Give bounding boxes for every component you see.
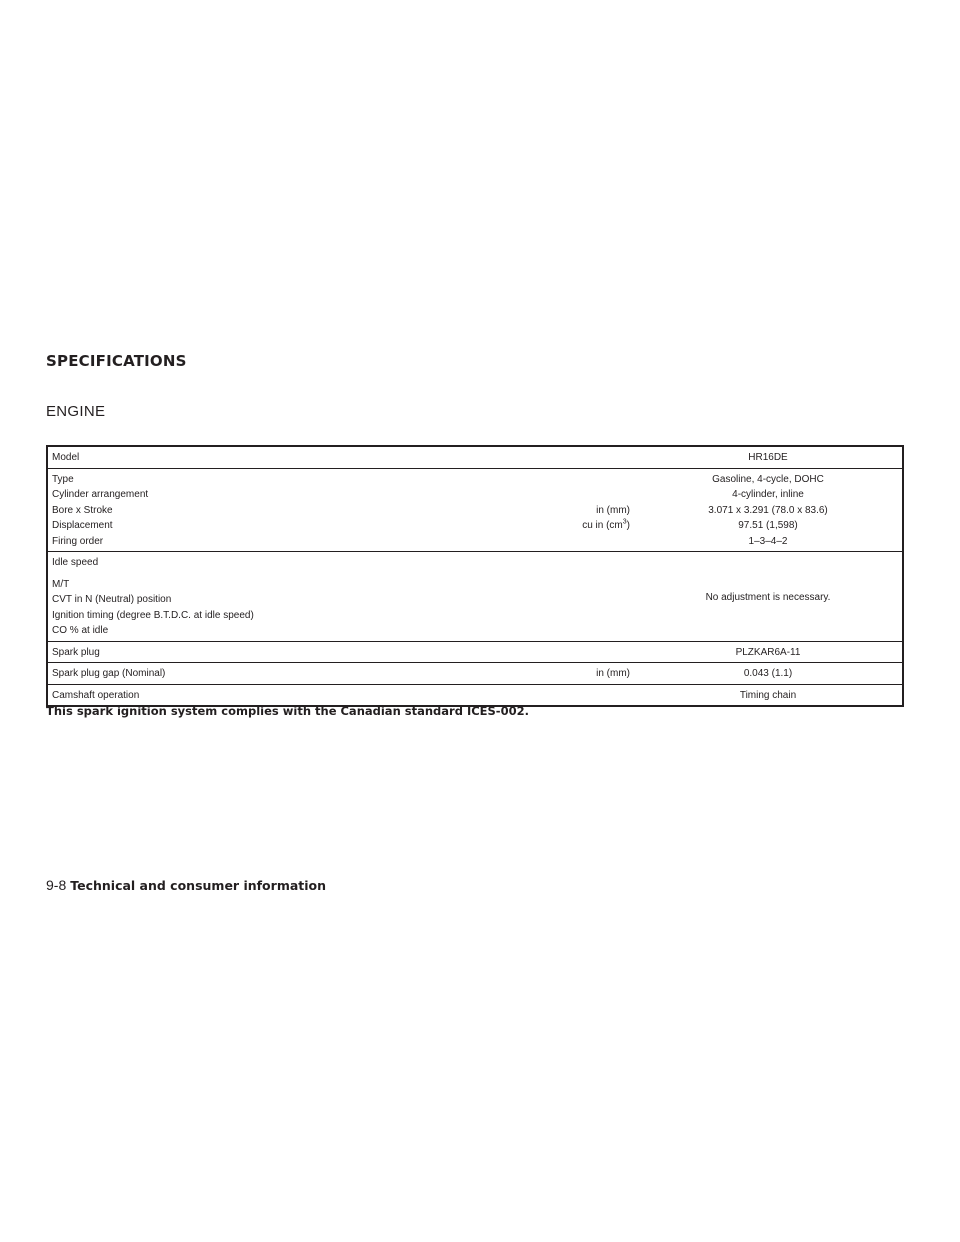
section-title: SPECIFICATIONS [46, 352, 187, 370]
table-row [47, 684, 903, 706]
page-number: 9-8 [46, 877, 67, 893]
idle-cvt-label: CVT in N (Neutral) position [52, 594, 172, 605]
camshaft-label: Camshaft operation [52, 689, 140, 701]
co-label: CO % at idle [52, 625, 109, 636]
table-row [47, 468, 903, 487]
displacement-unit [576, 518, 634, 534]
table-row [47, 487, 903, 503]
spark-gap-label: Spark plug gap (Nominal) [52, 668, 166, 679]
idle-mt-label: M/T [52, 578, 70, 590]
table-row [47, 552, 903, 571]
table-row [47, 641, 903, 663]
row-group-camshaft [47, 684, 903, 706]
spark-gap-unit: in (mm) [596, 668, 630, 679]
row-group-spark-plug [47, 641, 903, 663]
displacement-label: Displacement [52, 520, 113, 531]
displacement-unit-text: cu in (cm [582, 520, 623, 531]
idle-value: No adjustment is necessary. [705, 592, 831, 603]
sub-title: ENGINE [46, 403, 106, 420]
idle-label: Idle speed [52, 557, 99, 568]
firing-value: 1–3–4–2 [748, 535, 788, 547]
co-unit [576, 623, 634, 641]
model-value: HR16DE [748, 452, 788, 463]
idle-mt-unit [576, 571, 634, 593]
type-unit [576, 468, 634, 487]
bore-value: 3.071 x 3.291 (78.0 x 83.6) [708, 504, 828, 516]
ignition-label: Ignition timing (degree B.T.D.C. at idle speed) [52, 609, 254, 621]
model-unit [576, 446, 634, 468]
ignition-unit [576, 608, 634, 624]
type-label: Type [52, 473, 74, 485]
table-row [47, 534, 903, 552]
spark-plug-label: Spark plug [52, 646, 100, 658]
camshaft-value: Timing chain [739, 689, 797, 701]
engine-spec-table [46, 445, 904, 707]
row-group-general [47, 468, 903, 552]
model-label: Model [52, 452, 80, 463]
spark-plug-value: PLZKAR6A-11 [735, 646, 801, 658]
table-row [47, 446, 903, 468]
compliance-note: This spark ignition system complies with the Canadian standard ICES-002. [46, 704, 529, 718]
firing-label: Firing order [52, 535, 104, 547]
cylinder-unit [576, 487, 634, 503]
table-row [47, 663, 903, 685]
row-group-model [47, 446, 903, 468]
table-row [47, 518, 903, 534]
page-footer [46, 877, 326, 893]
displacement-value: 97.51 (1,598) [738, 520, 798, 531]
table-row [47, 503, 903, 519]
spark-plug-unit [576, 641, 634, 663]
camshaft-unit [576, 684, 634, 706]
spark-gap-value: 0.043 (1.1) [743, 668, 793, 679]
idle-unit [576, 552, 634, 571]
firing-unit [576, 534, 634, 552]
displacement-unit-close: ) [626, 520, 630, 531]
idle-cvt-unit [576, 592, 634, 608]
cylinder-label: Cylinder arrangement [52, 489, 149, 500]
displacement-unit-sup: 3 [622, 518, 627, 526]
bore-unit: in (mm) [596, 504, 630, 516]
row-group-idle [47, 552, 903, 642]
cylinder-value: 4-cylinder, inline [732, 489, 804, 500]
row-group-spark-gap [47, 663, 903, 685]
chapter-title: Technical and consumer information [70, 878, 327, 893]
type-value: Gasoline, 4-cycle, DOHC [712, 473, 824, 485]
bore-label: Bore x Stroke [52, 504, 113, 516]
